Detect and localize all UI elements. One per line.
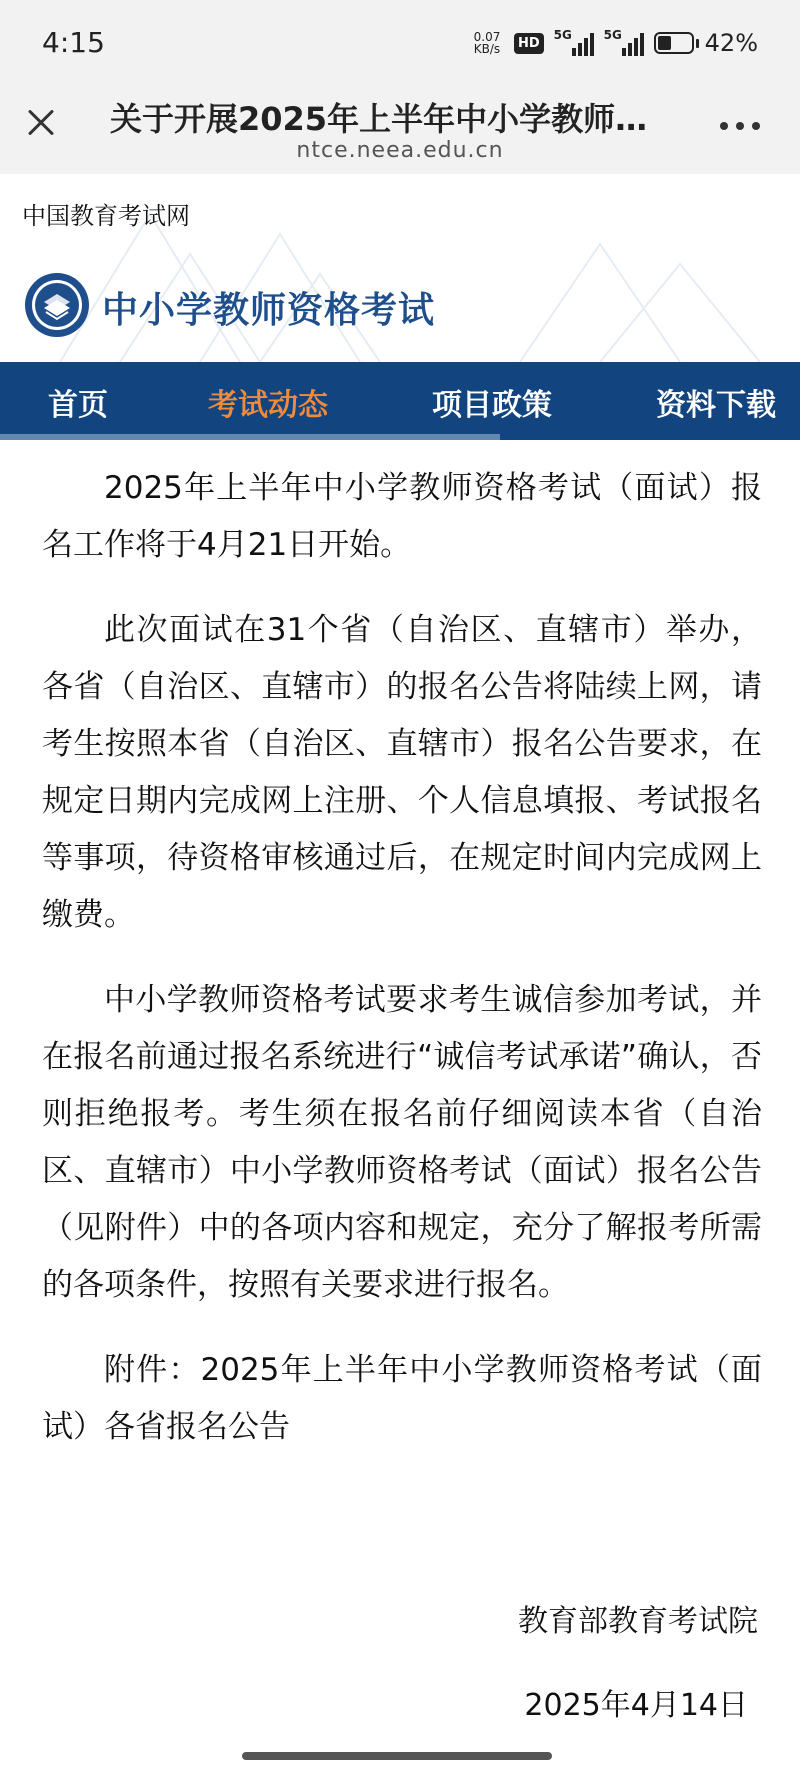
battery-percent: 42%	[704, 29, 758, 57]
nav-item-exam-news[interactable]: 考试动态	[208, 388, 328, 423]
exam-title[interactable]: 中小学教师资格考试	[102, 290, 436, 331]
status-time: 4:15	[42, 26, 105, 59]
battery-fill	[658, 36, 671, 50]
signature-organization: 教育部教育考试院	[518, 1604, 758, 1639]
browser-header	[0, 92, 800, 174]
battery-icon	[654, 29, 758, 57]
nav-item-policy[interactable]: 项目政策	[432, 388, 552, 423]
exam-logo-icon	[24, 272, 90, 338]
signal-label-2: 5G	[603, 28, 622, 42]
signal-icon	[554, 30, 594, 56]
article-body	[42, 460, 762, 1484]
page-url: ntce.neea.edu.cn	[296, 138, 504, 163]
network-speed-value: 0.07	[473, 30, 501, 44]
nav-item-home[interactable]: 首页	[48, 388, 108, 423]
article-paragraph: 中小学教师资格考试要求考生诚信参加考试，并在报名前通过报名系统进行“诚信考试承诺”确认，否则拒绝报考。考生须在报名前仔细阅读本省（自治区、直辖市）中小学教师资格考试（面试）报名公告（见附件）中的各项内容和规定，充分了解报考所需的各项条件，按照有关要求进行报名。	[42, 982, 762, 1303]
hd-voice-icon: HD	[514, 33, 544, 54]
attachment-link[interactable]: 附件：2025年上半年中小学教师资格考试（面试）各省报名公告	[42, 1352, 762, 1445]
network-speed	[470, 31, 504, 55]
nav-scroll-indicator	[0, 434, 500, 440]
site-header	[0, 174, 800, 362]
main-nav	[0, 362, 800, 440]
status-indicators	[470, 26, 758, 60]
status-bar	[0, 0, 800, 92]
page-title: 关于开展2025年上半年中小学教师…	[110, 100, 648, 138]
signal-label: 5G	[553, 28, 572, 42]
article-paragraph: 此次面试在31个省（自治区、直辖市）举办，各省（自治区、直辖市）的报名公告将陆续上网，请考生按照本省（自治区、直辖市）报名公告要求，在规定日期内完成网上注册、个人信息填报、考试报名等事项，待资格审核通过后，在规定时间内完成网上缴费。	[42, 612, 762, 933]
signature-date: 2025年4月14日	[524, 1688, 748, 1723]
signal-icon-2	[604, 30, 644, 56]
more-options-icon[interactable]	[720, 122, 760, 132]
gesture-bar[interactable]	[242, 1752, 552, 1760]
article-paragraph: 2025年上半年中小学教师资格考试（面试）报名工作将于4月21日开始。	[42, 470, 762, 563]
close-icon[interactable]	[22, 104, 60, 142]
network-speed-unit: KB/s	[473, 42, 501, 56]
nav-item-downloads[interactable]: 资料下载	[656, 388, 776, 423]
site-name[interactable]: 中国教育考试网	[22, 202, 190, 230]
